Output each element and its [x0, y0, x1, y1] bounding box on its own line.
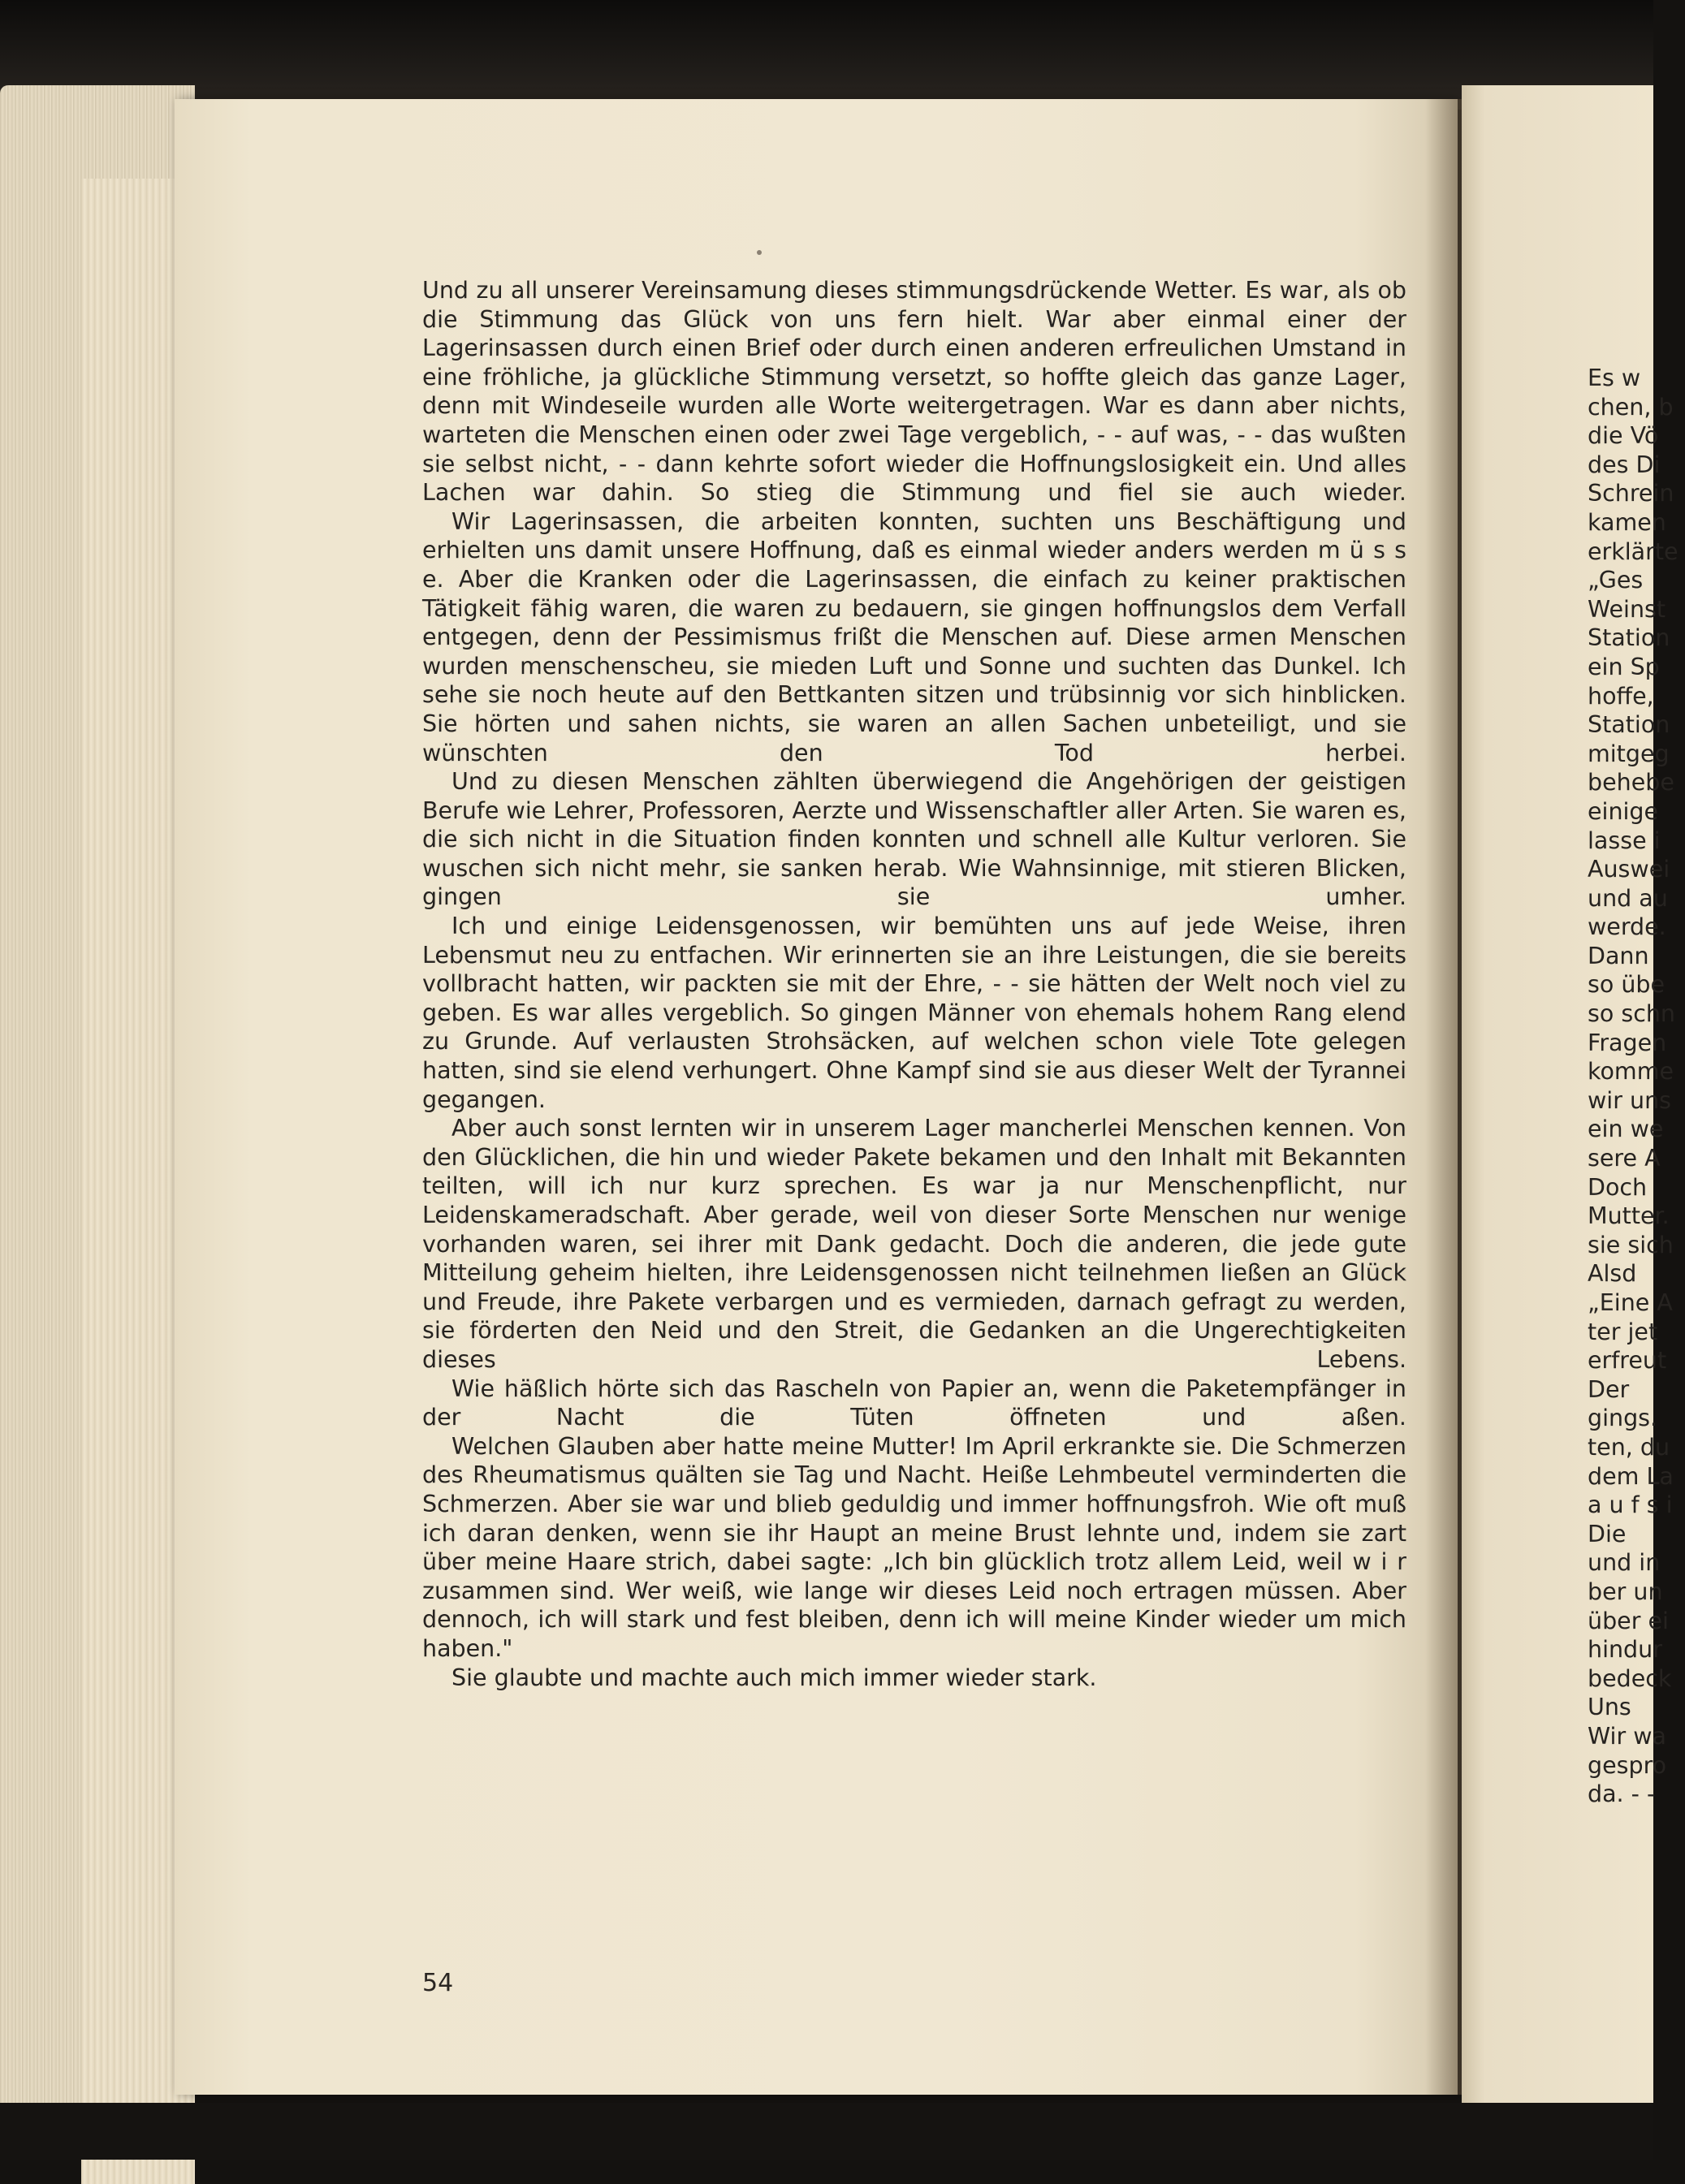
- right-page-line: mitgeg: [1588, 740, 1670, 767]
- right-page-line: ter jet: [1588, 1318, 1658, 1345]
- right-page-line: so schn: [1588, 1000, 1675, 1028]
- right-page-line: Doch: [1588, 1173, 1648, 1201]
- right-page-line: Es w: [1588, 365, 1641, 391]
- right-page-line: Station: [1588, 711, 1670, 739]
- right-page-line: kamen: [1588, 508, 1666, 536]
- right-page-line: gings.: [1588, 1405, 1658, 1432]
- right-page-line: „Ges: [1588, 567, 1644, 594]
- right-page-line: ber un: [1588, 1578, 1663, 1605]
- right-page-line: wir uns: [1588, 1086, 1671, 1114]
- right-page-line: komme: [1588, 1058, 1674, 1086]
- right-page-line: einige: [1588, 797, 1659, 825]
- paragraph-8: Sie glaubte und machte auch mich immer wieder stark.: [451, 1664, 1097, 1691]
- right-page-line: und in: [1588, 1549, 1661, 1577]
- paper-speck: [757, 250, 762, 255]
- right-page-line: erfreut: [1588, 1347, 1667, 1375]
- right-page-line: „Eine A: [1588, 1289, 1673, 1316]
- right-page-line: Alsd: [1588, 1260, 1637, 1288]
- background-top: [0, 0, 1653, 110]
- right-page-line: bedeck: [1588, 1664, 1672, 1692]
- paragraph-7: Welchen Glauben aber hatte meine Mutter! Im April erkrankte sie. Die Schmerzen des Rheumatismus quälten sie Tag und Nacht. Heiße Lehmbeutel verminderten die Schmerzen. Aber sie war und blieb geduldig und immer hoffnungsfroh. Wie oft muß ich daran denken, wenn sie ihr Haupt an meine Brust lehnte und, indem sie zart über meine Haare strich, dabei sagte: „Ich bin glücklich trotz allem Leid, weil w i r zusammen sind. Wer weiß, wie lange wir dieses Leid noch ertragen müssen. Aber dennoch, ich will stark und fest bleiben, denn ich will meine Kinder wieder um mich haben.": [422, 1432, 1406, 1662]
- right-page-line: Schrein: [1588, 480, 1674, 507]
- body-text: [422, 276, 1406, 1692]
- right-page-line: dem La: [1588, 1462, 1674, 1490]
- right-page-line: chen, b: [1588, 393, 1674, 421]
- page-number: 54: [422, 1969, 454, 1997]
- right-page-line: hoffe,: [1588, 682, 1654, 710]
- paragraph-6: Wie häßlich hörte sich das Rascheln von Papier an, wenn die Paketempfänger in der Nacht die Tüten öffneten und aßen.: [422, 1375, 1406, 1431]
- right-page-line: lasse i: [1588, 827, 1661, 854]
- right-page-line: hindur: [1588, 1636, 1662, 1664]
- paragraph-1: Und zu all unserer Vereinsamung dieses stimmungsdrückende Wetter. Es war, als ob die Stimmung das Glück von uns fern hielt. War aber einmal einer der Lagerinsassen durch einen Brief oder durch einen anderen erfreulichen Umstand in eine fröhliche, ja glückliche Stimmung versetzt, so hoffte gleich das ganze Lager, denn mit Windeseile wurden alle Worte weitergetragen. War es dann aber nichts, warteten die Menschen einen oder zwei Tage vergeblich, - - auf was, - - das wußten sie selbst nicht, - - dann kehrte sofort wieder die Hoffnungslosigkeit ein. Und alles Lachen war dahin. So stieg die Stimmung und fiel sie auch wieder.: [422, 277, 1406, 507]
- right-page-line: ein we: [1588, 1116, 1664, 1143]
- right-page-line: erklärte: [1588, 537, 1679, 565]
- right-page-line: gespro: [1588, 1751, 1667, 1779]
- right-page-line: so übe: [1588, 971, 1666, 999]
- right-page-line: ten, du: [1588, 1433, 1670, 1461]
- paragraph-5: Aber auch sonst lernten wir in unserem Lager mancherlei Menschen kennen. Von den Glücklichen, die hin und wieder Pakete bekamen und den Inhalt mit Bekannten teilten, will ich nur kurz sprechen. Es war ja nur Menschenpflicht, nur Leidenskameradschaft. Aber gerade, weil von dieser Sorte Menschen nur wenige vorhanden waren, sei ihrer mit Dank gedacht. Doch die anderen, die jede gute Mitteilung geheim hielten, ihre Leidensgenossen nicht teilnehmen ließen an Glück und Freude, ihre Pakete verbargen und es vermieden, darnach gefragt zu werden, sie förderten den Neid und den Streit, die Gedanken an die Ungerechtigkeiten dieses Lebens.: [422, 1115, 1406, 1373]
- right-page-line: Weinst: [1588, 595, 1666, 623]
- right-page-line: Mutter.: [1588, 1202, 1670, 1230]
- right-page-line: Dann: [1588, 942, 1649, 969]
- right-page-line: Station: [1588, 624, 1670, 652]
- right-page-line: Fragen: [1588, 1029, 1667, 1056]
- right-page-line: sie sich: [1588, 1231, 1674, 1258]
- right-page-line: Wir wa: [1588, 1722, 1667, 1750]
- background-bottom: [0, 2103, 1653, 2160]
- right-page-line: des Di: [1588, 451, 1661, 478]
- right-page-line: Der: [1588, 1375, 1630, 1403]
- right-page-line: Auswei: [1588, 856, 1670, 883]
- right-page-line: sere A: [1588, 1145, 1661, 1172]
- right-page-line: Uns: [1588, 1694, 1631, 1721]
- right-page-line: und au: [1588, 884, 1668, 912]
- right-page-line: ein Sp: [1588, 653, 1660, 680]
- page-edges: [0, 85, 195, 2115]
- paragraph-4: Ich und einige Leidensgenossen, wir bemühten uns auf jede Weise, ihren Lebensmut neu zu entfachen. Wir erinnerten sie an ihre Leistungen, die sie bereits vollbracht hatten, wir packten sie mit der Ehre, - - sie hätten der Welt noch viel zu geben. Es war alles vergeblich. So gingen Männer von ehemals hohem Rang elend zu Grunde. Auf verlausten Strohsäcken, auf welchen schon viele Tote gelegen hatten, sind sie elend verhungert. Ohne Kampf sind sie aus dieser Welt der Tyrannei gegangen.: [422, 913, 1406, 1113]
- right-page-line: werde.: [1588, 913, 1666, 941]
- right-page-line: a u f s i: [1588, 1491, 1673, 1519]
- paragraph-3: Und zu diesen Menschen zählten überwiegend die Angehörigen der geistigen Berufe wie Lehrer, Professoren, Aerzte und Wissenschaftler aller Arten. Sie waren es, die sich nicht in die Situation finden konnten und schnell alle Kultur verloren. Sie wuschen sich nicht mehr, sie sanken herab. Wie Wahnsinnige, mit stieren Blicken, gingen sie umher.: [422, 768, 1406, 911]
- right-page-line: behebe: [1588, 769, 1674, 796]
- paragraph-2: Wir Lagerinsassen, die arbeiten konnten, suchten uns Beschäftigung und erhielten uns damit unsere Hoffnung, daß es einmal wieder anders werden m ü s s e. Aber die Kranken oder die Lagerinsassen, die einfach zu keiner praktischen Tätigkeit fähig waren, die waren zu bedauern, sie gingen hoffnungslos dem Verfall entgegen, denn der Pessimismus frißt die Menschen auf. Diese armen Menschen wurden menschenscheu, sie mieden Luft und Sonne und suchten das Dunkel. Ich sehe sie noch heute auf den Bettkanten sitzen und trübsinnig vor sich hinblicken. Sie hörten und sahen nichts, sie waren an allen Sachen unbeteiligt, und sie wünschten den Tod herbei.: [422, 507, 1406, 766]
- right-page-line: Die: [1588, 1520, 1627, 1547]
- right-page-text: [1588, 364, 1685, 1809]
- right-page-line: da. - -: [1588, 1780, 1656, 1808]
- right-page-line: die Vö: [1588, 422, 1659, 450]
- right-page-line: über ei: [1588, 1607, 1669, 1634]
